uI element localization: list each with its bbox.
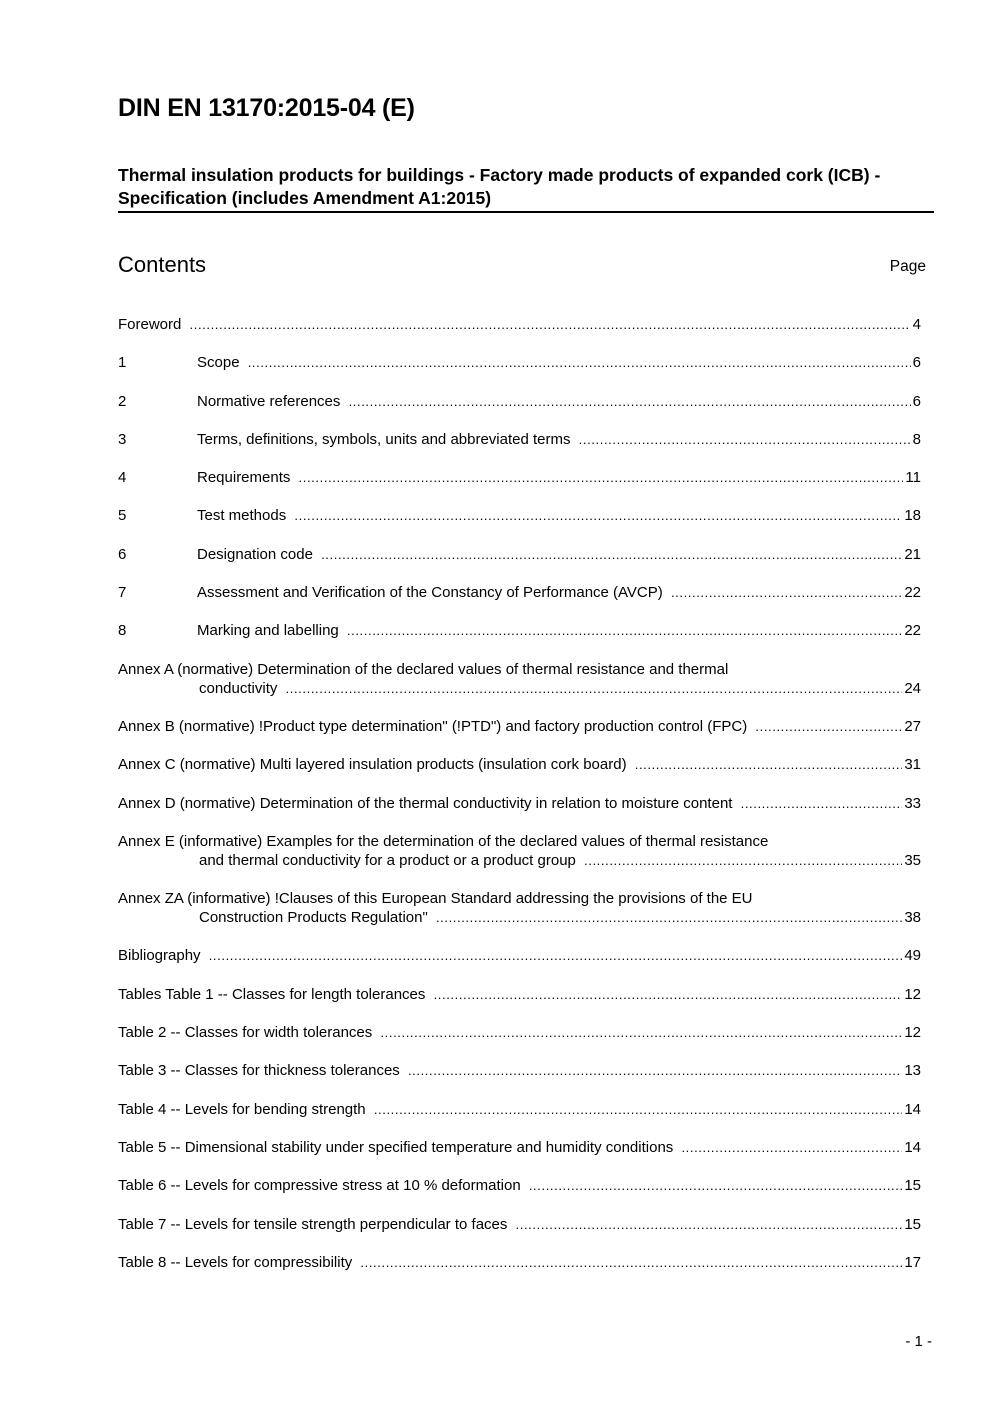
toc-entry-number: 1 [118,354,127,372]
toc-entry-title: Annex C (normative) Multi layered insulation products (insulation cork board) [118,756,631,774]
toc-entry[interactable] [118,392,921,411]
page-column-label: Page [889,258,926,275]
toc-leader-dots [294,506,902,525]
toc-entry[interactable] [118,755,921,774]
toc-leader-dots [380,1023,902,1042]
toc-leader-dots [408,1061,902,1080]
toc-entry-title: Table 6 -- Levels for compressive stress at 10 % deformation [118,1177,525,1195]
toc-entry-number: 4 [118,469,127,487]
toc-entry-title: Annex E (informative) Examples for the determination of the declared values of thermal resistance [118,832,769,850]
toc-leader-dots [248,353,911,372]
toc-leader-dots [516,1215,903,1234]
toc-entry-title-continued: Construction Products Regulation" [199,909,432,927]
toc-leader-dots [349,392,911,411]
toc-entry-number: 5 [118,507,127,525]
toc-entry[interactable] [118,832,921,870]
toc-entry-number: 6 [118,545,127,563]
toc-entry-title: Requirements [197,469,295,487]
toc-leader-dots [635,755,903,774]
toc-entry-title: Table 5 -- Dimensional stability under specified temperature and humidity conditions [118,1138,678,1156]
toc-entry-page: 6 [912,392,921,410]
toc-entry-page: 49 [904,947,921,965]
toc-entry-title: Normative references [197,392,345,410]
toc-entry-page: 18 [904,507,921,525]
toc-entry[interactable] [118,430,921,449]
toc-leader-dots [741,794,903,813]
toc-entry-page: 15 [904,1177,921,1195]
toc-entry-number: 2 [118,392,127,410]
toc-entry-page: 14 [904,1138,921,1156]
toc-entry-page: 21 [904,545,921,563]
toc-leader-dots [360,1253,902,1272]
toc-entry-title: Bibliography [118,947,205,965]
toc-leader-dots [299,468,904,487]
toc-entry-page: 13 [904,1062,921,1080]
toc-leader-dots [286,679,903,698]
toc-entry-title: Terms, definitions, symbols, units and abbreviated terms [197,430,575,448]
toc-entry[interactable] [118,621,921,640]
page-number: - 1 - [905,1333,932,1350]
toc-leader-dots [671,583,902,602]
toc-entry-page: 27 [904,717,921,735]
toc-entry-page: 31 [904,756,921,774]
document-title: Thermal insulation products for buildings - Factory made products of expanded cork (ICB) - Specification (includes Amendment A1:2015) [118,164,934,213]
toc-leader-dots [209,946,903,965]
toc-leader-dots [529,1176,902,1195]
toc-entry-page: 14 [904,1100,921,1118]
toc-leader-dots [347,621,902,640]
toc-entry-number: 7 [118,584,127,602]
toc-entry[interactable] [118,506,921,525]
toc-entry-page: 33 [904,794,921,812]
toc-entry[interactable] [118,468,921,487]
toc-entry[interactable] [118,660,921,698]
toc-entry[interactable] [118,545,921,564]
toc-entry[interactable] [118,583,921,602]
toc-entry[interactable] [118,1023,921,1042]
toc-entry[interactable] [118,1253,921,1272]
toc-entry-title: Tables Table 1 -- Classes for length tolerances [118,985,430,1003]
toc-entry-page: 4 [912,316,921,333]
toc-entry-title: Test methods [197,507,291,525]
toc-entry-title: Annex A (normative) Determination of the declared values of thermal resistance and thermal [118,660,729,678]
toc-entry-page: 8 [912,430,921,448]
toc-entry-title: Table 3 -- Classes for thickness tolerances [118,1062,404,1080]
toc-entry[interactable] [118,717,921,736]
toc-leader-dots [436,908,902,927]
toc-entry-title: Annex ZA (informative) !Clauses of this European Standard addressing the provisions of the EU [118,890,753,908]
toc-leader-dots [681,1138,902,1157]
toc-entry-title: Foreword [118,316,186,333]
toc-entry-title: Marking and labelling [197,622,343,640]
toc-entry-number: 8 [118,622,127,640]
toc-entry-page: 12 [904,1024,921,1042]
toc-leader-dots [755,717,902,736]
toc-entry-page: 38 [904,909,921,927]
toc-entry-page: 15 [904,1215,921,1233]
toc-leader-dots [321,545,902,564]
toc-entry-title-continued: conductivity [199,679,282,697]
toc-entry-title: Annex B (normative) !Product type determination" (!PTD") and factory production control (FPC) [118,717,752,735]
toc-leader-dots [584,851,902,870]
toc-entry[interactable] [118,946,921,965]
toc-leader-dots [190,315,911,334]
toc-entry-page: 17 [904,1253,921,1271]
toc-entry[interactable] [118,353,921,372]
toc-entry-title: Table 4 -- Levels for bending strength [118,1100,370,1118]
toc-entry-title: Designation code [197,545,318,563]
toc-entry-page: 22 [904,622,921,640]
toc-leader-dots [434,985,903,1004]
toc-entry-page: 35 [904,851,921,869]
toc-entry-title: Scope [197,354,244,372]
toc-entry-title-continued: and thermal conductivity for a product or a product group [199,851,581,869]
toc-entry-title: Annex D (normative) Determination of the thermal conductivity in relation to moisture content [118,794,737,812]
toc-entry[interactable] [118,1138,921,1157]
toc-entry-title: Table 2 -- Classes for width tolerances [118,1024,377,1042]
toc-entry-number: 3 [118,430,127,448]
toc-entry-title: Table 7 -- Levels for tensile strength perpendicular to faces [118,1215,512,1233]
toc-entry-page: 24 [904,679,921,697]
toc-entry-page: 6 [912,354,921,372]
toc-entry[interactable] [118,1215,921,1234]
toc-entry[interactable] [118,1061,921,1080]
toc-entry[interactable] [118,794,921,813]
toc-entry-page: 22 [904,584,921,602]
toc-entry-title: Assessment and Verification of the Constancy of Performance (AVCP) [197,584,667,602]
toc-entry[interactable] [118,1100,921,1119]
toc-entry-page: 11 [905,469,921,487]
document-id: DIN EN 13170:2015-04 (E) [118,94,415,122]
toc-entry-title: Table 8 -- Levels for compressibility [118,1253,357,1271]
contents-heading: Contents [118,252,207,277]
table-of-contents [118,315,921,1291]
toc-entry[interactable] [118,985,921,1004]
toc-entry[interactable] [118,1176,921,1195]
toc-entry[interactable] [118,889,921,927]
toc-leader-dots [374,1100,902,1119]
toc-entry[interactable] [118,315,921,334]
toc-leader-dots [579,430,911,449]
toc-entry-page: 12 [904,985,921,1003]
